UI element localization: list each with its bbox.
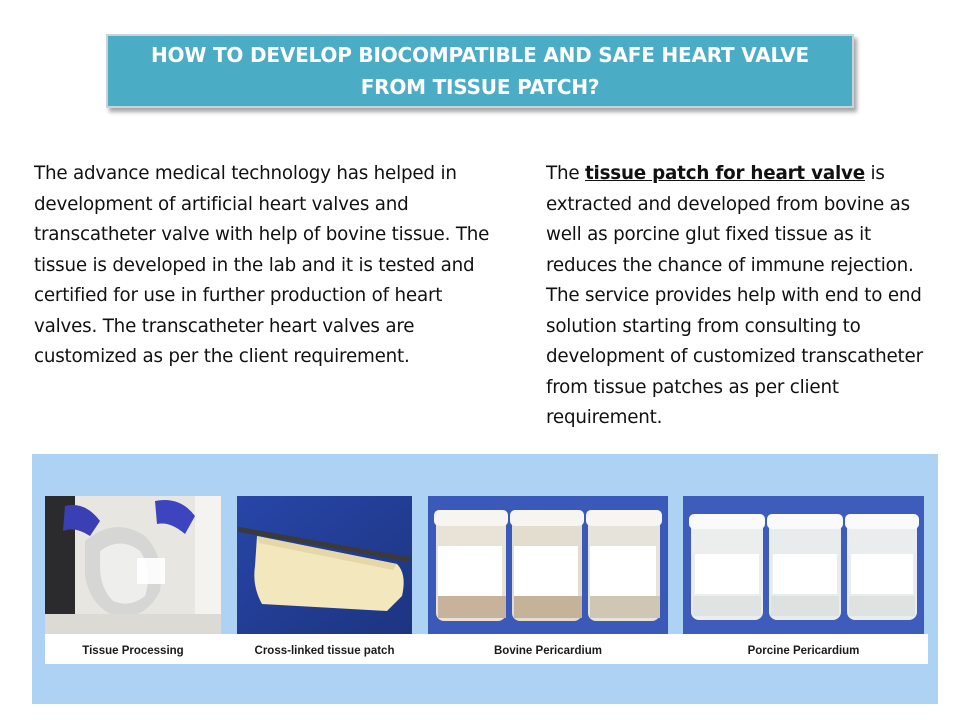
caption-cross-linked-patch: Cross-linked tissue patch bbox=[254, 645, 395, 657]
tissue-patch-link[interactable]: tissue patch for heart valve bbox=[585, 163, 865, 184]
title-line-1: HOW TO DEVELOP BIOCOMPATIBLE AND SAFE HEART VALVE bbox=[150, 43, 809, 67]
title-line-2: FROM TISSUE PATCH? bbox=[360, 75, 600, 99]
right-paragraph-prefix: The bbox=[546, 163, 586, 184]
tissue-processing-photo bbox=[45, 496, 221, 634]
bovine-jars-illustration bbox=[428, 496, 668, 634]
cross-linked-patch-photo bbox=[237, 496, 412, 634]
caption-porcine-pericardium: Porcine Pericardium bbox=[747, 645, 860, 657]
figure-panel bbox=[32, 454, 938, 704]
page-title bbox=[151, 39, 809, 103]
right-paragraph bbox=[546, 159, 941, 434]
caption-tissue-processing: Tissue Processing bbox=[82, 645, 184, 657]
porcine-jars-illustration bbox=[683, 496, 924, 634]
title-banner bbox=[106, 34, 854, 108]
left-paragraph: The advance medical technology has helped in development of artificial heart valves and transcatheter valve with help of bovine tissue. The tissue is developed in the lab and it is tested and certified for use in further production of heart valves. The transcatheter heart valves are customized as per the client requirement. bbox=[34, 163, 490, 367]
caption-bovine-pericardium: Bovine Pericardium bbox=[493, 645, 602, 657]
right-paragraph-suffix: is extracted and developed from bovine as well as porcine glut fixed tissue as it reduces the chance of immune rejection. The service provides help with end to end solution starting from consulting to development of customized transcatheter from tissue patches as per client requirement. bbox=[546, 163, 923, 428]
porcine-pericardium-photo bbox=[683, 496, 924, 634]
bovine-pericardium-photo bbox=[428, 496, 668, 634]
tissue-processing-illustration bbox=[45, 496, 221, 634]
cross-linked-patch-illustration bbox=[237, 496, 412, 634]
